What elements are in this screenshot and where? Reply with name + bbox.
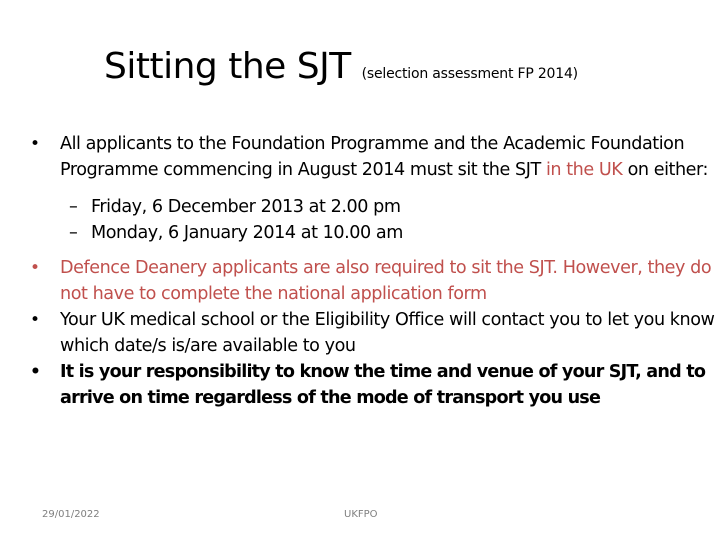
bullet-text: All applicants to the Foundation Programme and the Academic Foundation Programme commencing in August 2014 must sit the SJT [60, 134, 685, 180]
bullet-text: It is your responsibility to know the time and venue of your SJT, and to arrive on time regardless of the mode of transport you use [60, 362, 706, 408]
slide-title-row [104, 44, 578, 97]
bullet-item-responsibility [30, 359, 720, 411]
bullet-icon: • [30, 362, 41, 382]
dash-icon: – [69, 197, 78, 217]
bullet-item-applicants [30, 131, 720, 183]
dash-icon: – [69, 223, 78, 243]
footer-organisation: UKFPO [344, 509, 378, 520]
bullet-icon: • [30, 134, 40, 154]
bullet-icon: • [30, 310, 40, 330]
bullet-text-end: on either: [627, 160, 709, 180]
bullet-text: Your UK medical school or the Eligibility Office will contact you to let you know which date/s is/are available to you [60, 310, 715, 356]
slide-subtitle: (selection assessment FP 2014) [361, 66, 578, 82]
sub-item-text: Monday, 6 January 2014 at 10.00 am [91, 223, 403, 243]
bullet-item-defence-deanery [30, 255, 720, 307]
footer-date: 29/01/2022 [42, 509, 100, 520]
spacer [30, 183, 720, 194]
sub-item-date-2 [30, 220, 720, 246]
bullet-text: Defence Deanery applicants are also required to sit the SJT. However, they do not have to complete the national application form [60, 258, 712, 304]
sub-item-date-1 [30, 194, 720, 220]
bullet-text-highlight: in the UK [545, 160, 623, 180]
spacer [30, 246, 720, 255]
sub-item-text: Friday, 6 December 2013 at 2.00 pm [91, 197, 401, 217]
slide-body [30, 131, 720, 411]
bullet-item-medical-school [30, 307, 720, 359]
slide-title: Sitting the SJT [104, 46, 351, 87]
bullet-icon: • [30, 258, 40, 278]
